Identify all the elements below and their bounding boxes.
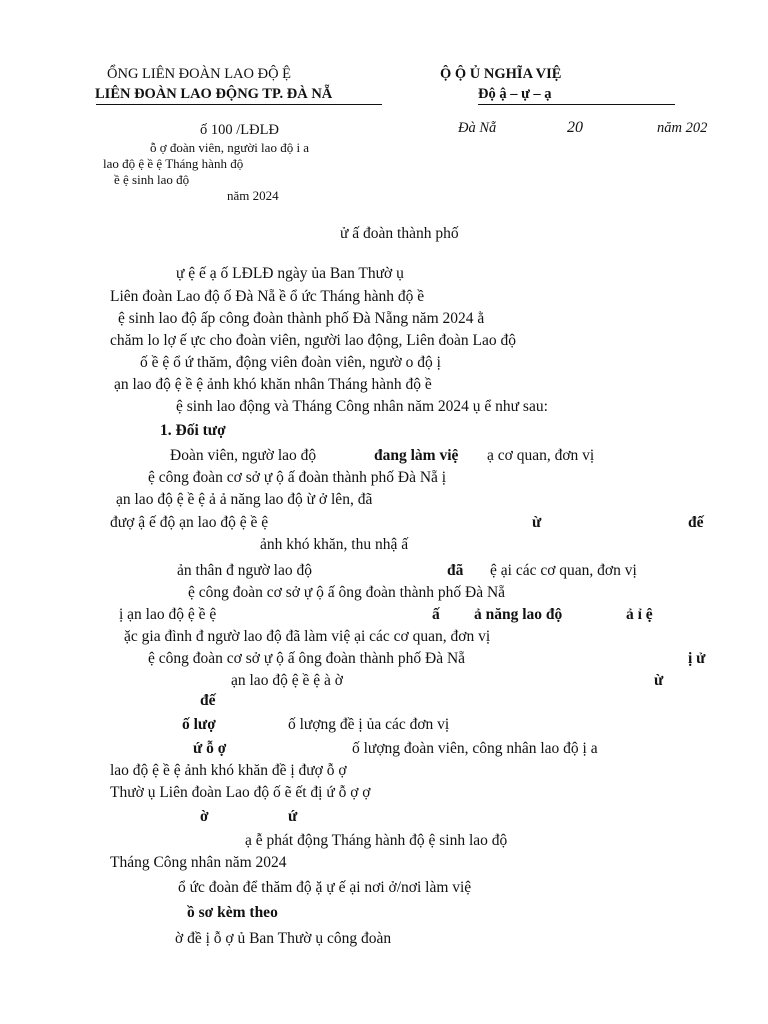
s1-line-a-bold: đang làm việ [374, 447, 459, 464]
s1-line-i: ặc gia đình đ ngườ lao độ đã làm việ ại các cơ quan, đơn vị [124, 628, 491, 645]
s1-line-a: Đoàn viên, ngườ lao độ [170, 447, 317, 464]
intro-line-4: chăm lo lợ ế ực cho đoàn viên, người lao động, Liên đoàn Lao độ [110, 332, 516, 349]
s1-line-f-bold: đã [447, 562, 464, 579]
section3-heading-a: ờ [200, 808, 209, 825]
summary-line-3: ề ệ sinh lao độ [114, 172, 190, 187]
s3-line-2: Tháng Công nhân năm 2024 [110, 854, 287, 871]
s2-line-4: Thườ ụ Liên đoàn Lao độ ố ẽ ết đị ứ ỗ ợ ợ [110, 784, 371, 801]
s1-line-b: ệ công đoàn cơ sở ự ộ ấ đoàn thành phố Đà Nẵ ị [148, 469, 447, 486]
s1-line-h: ị ạn lao độ ệ ề ệ [119, 606, 217, 623]
summary-line-1: ỗ ợ đoàn viên, người lao độ i a [150, 140, 310, 155]
s1-line-a-end: ạ cơ quan, đơn vị [487, 447, 595, 464]
s2-line-3: lao độ ệ ề ệ ảnh khó khăn đề ị đượ ỗ ợ [110, 762, 347, 779]
s1-line-l-bold: đế [200, 692, 216, 709]
section4-heading: ồ sơ kèm theo [187, 904, 278, 921]
s1-line-k: ạn lao độ ệ ề ệ à ờ [231, 672, 343, 689]
s1-line-d-bold2: đế [688, 514, 704, 531]
intro-line-3: ệ sinh lao độ ấp công đoàn thành phố Đà Nẵng năm 2024 ằ [118, 310, 485, 327]
date-year: năm 202 [657, 120, 708, 136]
intro-line-1: ự ệ ế ạ ố LĐLĐ ngày ủa Ban Thườ ụ [176, 265, 404, 282]
s1-line-j: ệ công đoàn cơ sở ự ộ ấ ông đoàn thành phố Đà Nẵ [148, 650, 466, 667]
section2-heading: ố lượ [182, 716, 216, 733]
s1-line-d: đượ ậ ế độ ạn lao độ ệ ề ệ [110, 514, 269, 531]
summary-line-4: năm 2024 [227, 188, 279, 203]
header-right-underline [478, 104, 675, 105]
intro-line-2: Liên đoàn Lao độ ố Đà Nẵ ề ổ ức Tháng hành độ ề [110, 288, 425, 305]
s1-line-f-end: ệ ại các cơ quan, đơn vị [490, 562, 637, 579]
intro-line-5: ố ề ệ ổ ứ thăm, động viên đoàn viên, ngườ o độ ị [140, 354, 441, 371]
recipient: ử ấ đoàn thành phố [340, 225, 459, 242]
header-left-line2: LIÊN ĐOÀN LAO ĐỘNG TP. ĐÀ NẴ [95, 86, 333, 102]
s1-line-h-bold1: ấ [432, 606, 440, 623]
section3-heading-b: ứ [288, 808, 298, 825]
s2-line-2: ố lượng đoàn viên, công nhân lao độ ị a [352, 740, 598, 757]
section1-heading: 1. Đối tượ [160, 422, 226, 439]
header-right-line1: Ộ Ộ Ủ NGHĨA VIỆ [440, 66, 562, 82]
s1-line-d-bold1: ừ [532, 514, 542, 531]
summary-line-2: lao độ ệ ề ệ Tháng hành độ [103, 156, 244, 171]
s2-subheading: ứ ỗ ợ [193, 740, 227, 757]
s4-line-1: ờ đề ị ỗ ợ ủ Ban Thườ ụ công đoàn [175, 930, 392, 947]
s1-line-h-bold2: ả năng lao độ [474, 606, 563, 623]
s1-line-j-bold: ị ử [688, 650, 706, 667]
s1-line-g: ệ công đoàn cơ sở ự ộ ấ ông đoàn thành phố Đà Nẵ [188, 584, 506, 601]
date-day: 20 [567, 119, 583, 136]
s1-line-e: ảnh khó khăn, thu nhậ ấ [260, 536, 409, 553]
date-place: Đà Nẵ [458, 120, 497, 136]
s1-line-f: ản thân đ ngườ lao độ [177, 562, 312, 579]
s3-line-3: ổ ức đoàn để thăm độ ặ ự ế ại nơi ở/nơi làm việ [178, 879, 472, 896]
s1-line-k-bold: ừ [654, 672, 664, 689]
doc-number: ố 100 /LĐLĐ [200, 122, 279, 138]
intro-line-6: ạn lao độ ệ ề ệ ảnh khó khăn nhân Tháng hành độ ề [114, 376, 432, 393]
s1-line-h-bold3: ả ỉ ệ [626, 606, 653, 623]
header-left-line1: ỔNG LIÊN ĐOÀN LAO ĐỘ Ệ [107, 66, 292, 82]
header-left-underline [96, 104, 382, 105]
intro-line-7: ệ sinh lao động và Tháng Công nhân năm 2024 ụ ể như sau: [176, 398, 548, 415]
header-right-line2: Độ ậ – ự – ạ [478, 86, 552, 102]
s3-line-1: ạ ễ phát động Tháng hành độ ệ sinh lao độ [245, 832, 508, 849]
s2-line-1: ố lượng đề ị ủa các đơn vị [288, 716, 450, 733]
s1-line-c: ạn lao độ ệ ề ệ ả ả năng lao độ ừ ở lên, đã [116, 491, 373, 508]
